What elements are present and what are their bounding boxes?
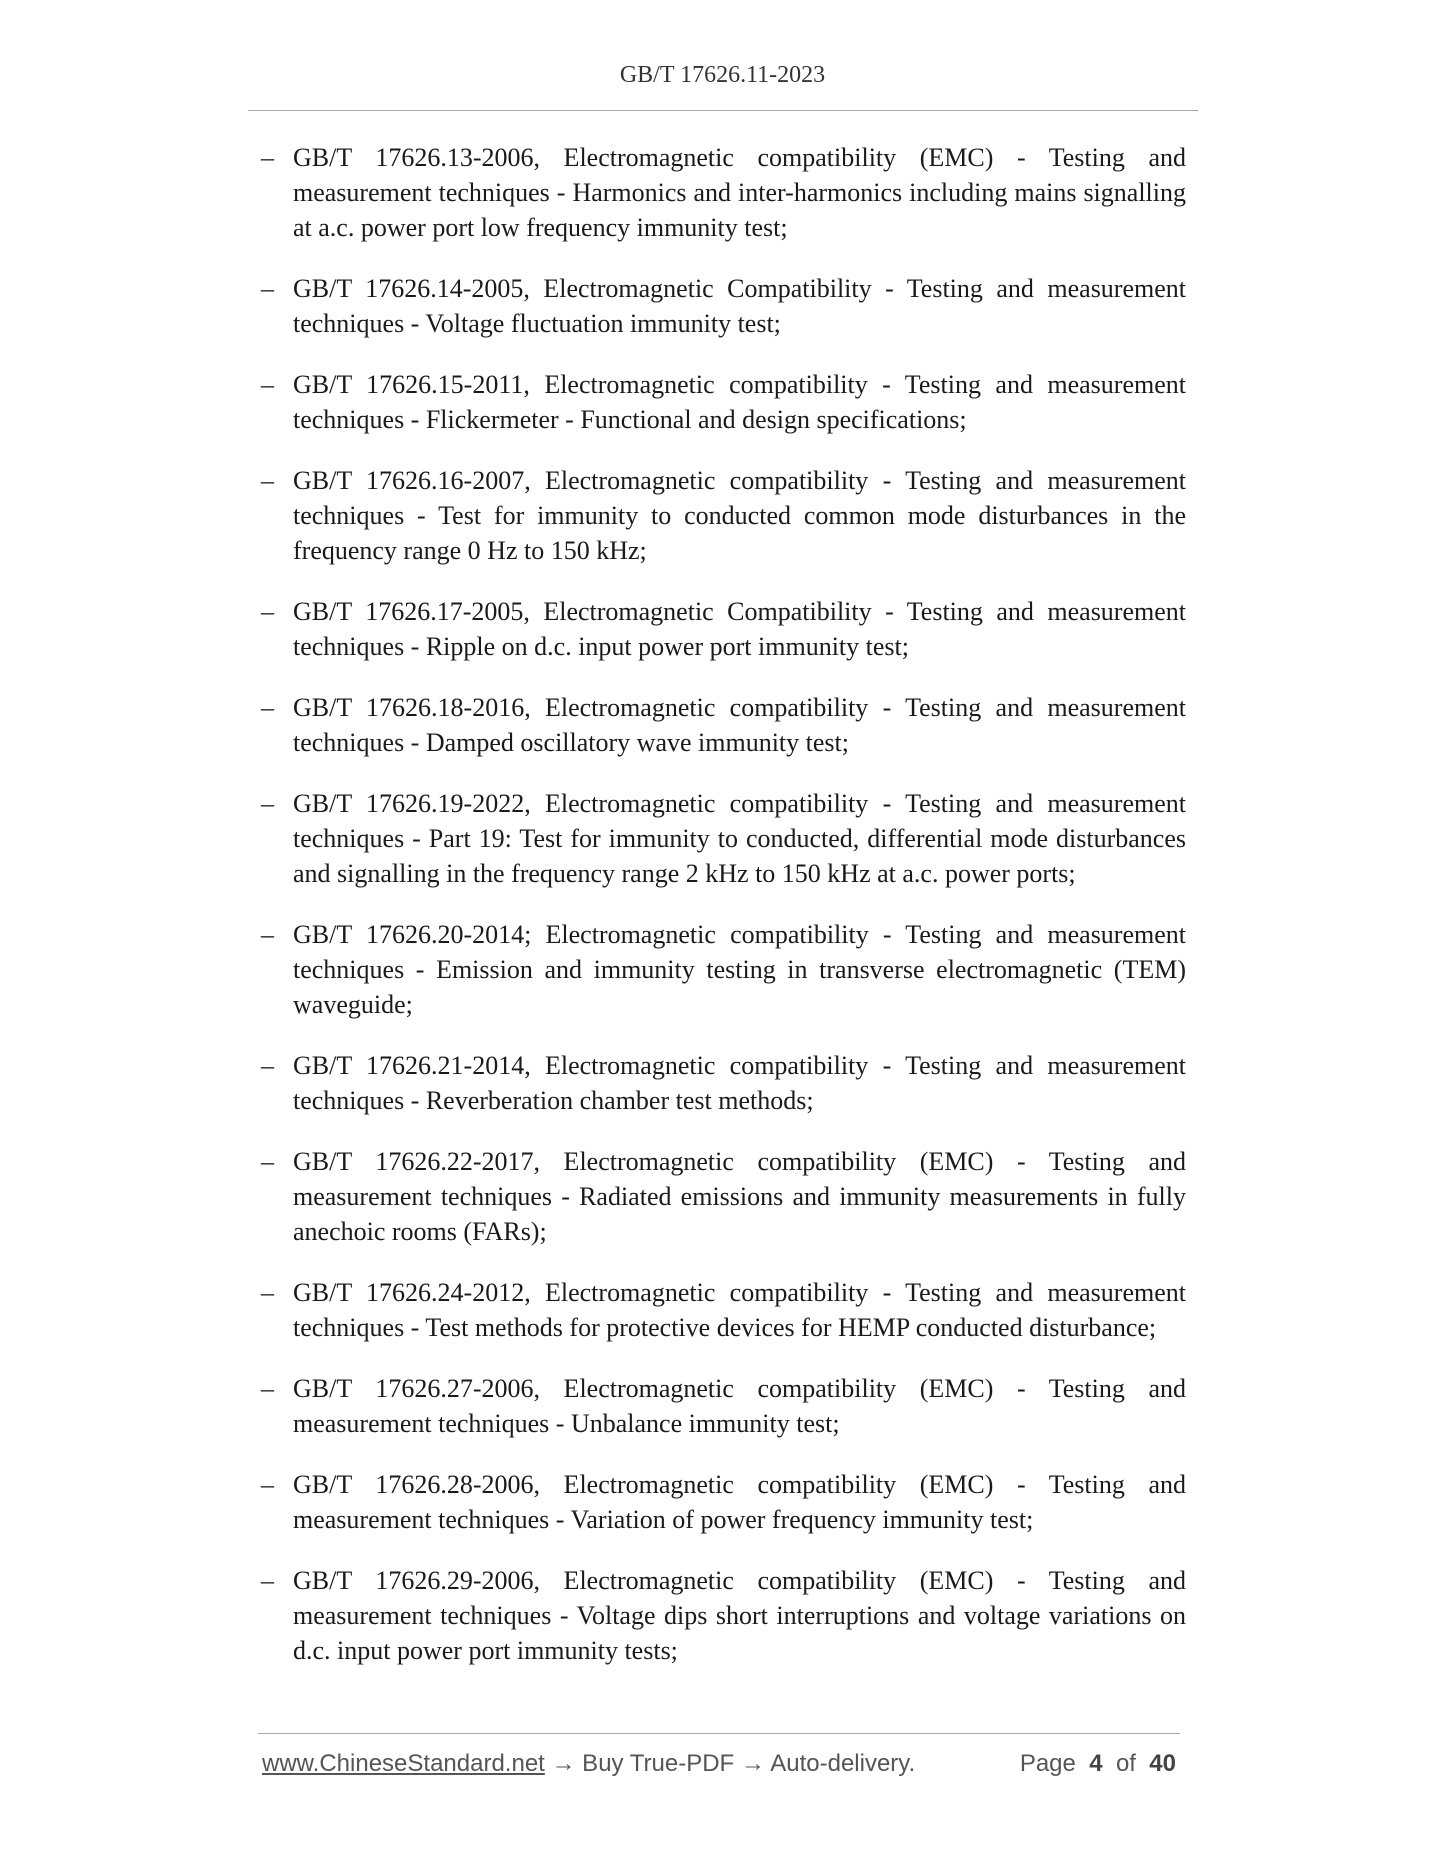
list-item <box>0 786 1445 891</box>
page-header-title: GB/T 17626.11-2023 <box>619 62 826 88</box>
list-item <box>0 1048 1445 1118</box>
reference-list <box>0 140 1445 1694</box>
reference-text: GB/T 17626.18-2016, Electromagnetic compatibility - Testing and measurement techniques - Damped oscillatory wave immunity test; <box>293 693 1186 757</box>
reference-text: GB/T 17626.17-2005, Electromagnetic Compatibility - Testing and measurement techniques - Ripple on d.c. input power port immunity test; <box>293 597 1186 661</box>
page-of-label: of <box>1115 1750 1136 1777</box>
page-footer <box>262 1750 1180 1784</box>
reference-text: GB/T 17626.27-2006, Electromagnetic compatibility (EMC) - Testing and measurement techniques - Unbalance immunity test; <box>293 1374 1186 1438</box>
header-divider <box>248 110 1198 111</box>
list-item <box>0 1563 1445 1668</box>
list-item <box>0 271 1445 341</box>
list-bullet: – <box>261 274 274 303</box>
reference-text: GB/T 17626.14-2005, Electromagnetic Compatibility - Testing and measurement techniques - Voltage fluctuation immunity test; <box>293 274 1186 338</box>
footer-tagline: → Buy True-PDF → Auto-delivery. <box>544 1750 916 1777</box>
list-bullet: – <box>261 597 274 626</box>
page-current: 4 <box>1089 1750 1103 1777</box>
list-item <box>0 690 1445 760</box>
reference-text: GB/T 17626.13-2006, Electromagnetic compatibility (EMC) - Testing and measurement techniques - Harmonics and inter-harmonics including mains signalling at a.c. power port low frequency immunity test; <box>293 143 1186 242</box>
website-link[interactable]: www.ChineseStandard.net <box>262 1750 545 1777</box>
page-label: Page <box>1019 1750 1076 1777</box>
list-bullet: – <box>261 466 274 495</box>
reference-text: GB/T 17626.16-2007, Electromagnetic compatibility - Testing and measurement techniques - Test for immunity to conducted common mode disturbances in the frequency range 0 Hz to 150 kHz; <box>293 466 1186 565</box>
list-bullet: – <box>261 1566 274 1595</box>
reference-text: GB/T 17626.21-2014, Electromagnetic compatibility - Testing and measurement techniques - Reverberation chamber test methods; <box>293 1051 1186 1115</box>
list-bullet: – <box>261 1470 274 1499</box>
list-bullet: – <box>261 1374 274 1403</box>
reference-text: GB/T 17626.29-2006, Electromagnetic compatibility (EMC) - Testing and measurement techniques - Voltage dips short interruptions and voltage variations on d.c. input power port immunity tests; <box>293 1566 1186 1665</box>
list-bullet: – <box>261 1147 274 1176</box>
footer-promo <box>262 1750 915 1778</box>
list-item <box>0 917 1445 1022</box>
reference-text: GB/T 17626.15-2011, Electromagnetic compatibility - Testing and measurement techniques - Flickermeter - Functional and design specifications; <box>293 370 1186 434</box>
reference-text: GB/T 17626.24-2012, Electromagnetic compatibility - Testing and measurement techniques - Test methods for protective devices for HEMP conducted disturbance; <box>293 1278 1186 1342</box>
reference-text: GB/T 17626.22-2017, Electromagnetic compatibility (EMC) - Testing and measurement techniques - Radiated emissions and immunity measurements in fully anechoic rooms (FARs); <box>293 1147 1186 1246</box>
list-item <box>0 1371 1445 1441</box>
list-bullet: – <box>261 693 274 722</box>
page-number <box>1020 1750 1176 1778</box>
list-bullet: – <box>261 1051 274 1080</box>
list-item <box>0 140 1445 245</box>
reference-text: GB/T 17626.20-2014; Electromagnetic compatibility - Testing and measurement techniques - Emission and immunity testing in transverse electromagnetic (TEM) waveguide; <box>293 920 1186 1019</box>
reference-text: GB/T 17626.28-2006, Electromagnetic compatibility (EMC) - Testing and measurement techniques - Variation of power frequency immunity test; <box>293 1470 1186 1534</box>
list-item <box>0 594 1445 664</box>
list-bullet: – <box>261 789 274 818</box>
list-item <box>0 1144 1445 1249</box>
list-bullet: – <box>261 370 274 399</box>
list-item <box>0 1467 1445 1537</box>
list-bullet: – <box>261 143 274 172</box>
page-total: 40 <box>1149 1750 1176 1777</box>
list-item <box>0 367 1445 437</box>
reference-text: GB/T 17626.19-2022, Electromagnetic compatibility - Testing and measurement techniques - Part 19: Test for immunity to conducted, differential mode disturbances and signalling in the frequency range 2 kHz to 150 kHz at a.c. power ports; <box>293 789 1186 888</box>
list-item <box>0 463 1445 568</box>
list-bullet: – <box>261 920 274 949</box>
footer-divider <box>258 1733 1180 1734</box>
list-bullet: – <box>261 1278 274 1307</box>
list-item <box>0 1275 1445 1345</box>
